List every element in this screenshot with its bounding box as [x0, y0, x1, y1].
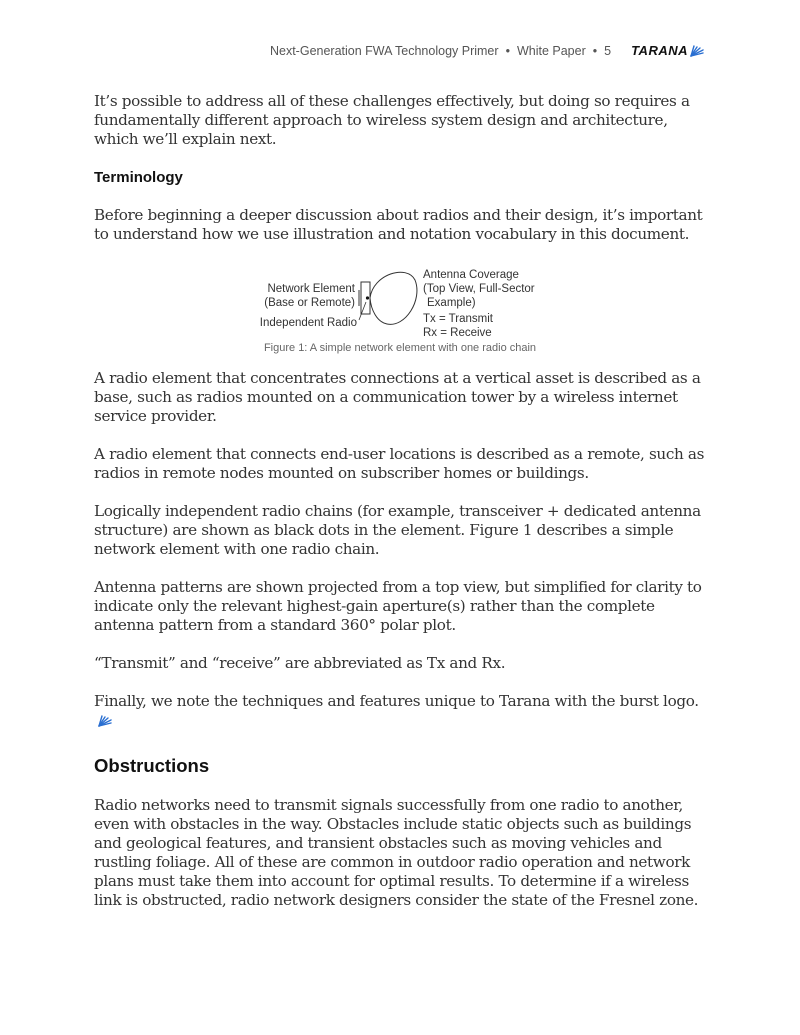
paragraph-chains: Logically independent radio chains (for example, transceiver + dedicated antenna structure) are shown as black dots in the element. Figure 1 describes a simple network element with one radio chain. [94, 502, 701, 558]
header-doc-title: Next-Generation FWA Technology Primer [269, 43, 499, 58]
page-header [270, 43, 704, 58]
paragraph-txrx: “Transmit” and “receive” are abbreviated as Tx and Rx. [94, 654, 506, 672]
header-page-number: 5 [604, 43, 612, 58]
paragraph-remote: A radio element that connects end-user locations is described as a remote, such as radios in remote nodes mounted on subscriber homes or buildings. [94, 445, 705, 482]
paragraph-antenna: Antenna patterns are shown projected from a top view, but simplified for clarity to indicate only the relevant highest-gain aperture(s) rather than the complete antenna pattern from a standard 360° polar plot. [94, 578, 702, 634]
brand-wordmark: TARANA [631, 43, 688, 58]
label-tx: Tx = Transmit [423, 313, 493, 325]
burst-logo-icon [690, 45, 704, 57]
radio-chain-dot [366, 296, 369, 299]
label-base-or-remote: (Base or Remote) [264, 297, 355, 309]
label-top-view: (Top View, Full-Sector [423, 283, 535, 295]
figure-caption: Figure 1: A simple network element with one radio chain [263, 342, 537, 354]
main-content [94, 92, 706, 929]
burst-logo-icon [98, 713, 112, 732]
antenna-coverage-lobe [370, 272, 417, 324]
paragraph-terminology-intro: Before beginning a deeper discussion about radios and their design, it’s important to understand how we use illustration and notation vocabulary in this document. [94, 206, 703, 243]
label-network-element: Network Element [267, 283, 355, 295]
header-doc-type: White Paper [516, 43, 586, 58]
label-independent-radio: Independent Radio [259, 317, 357, 329]
paragraph-obstructions: Radio networks need to transmit signals successfully from one radio to another, even with obstacles in the way. Obstacles include static objects such as buildings and geological features, and transient obstacles such as moving vehicles and rustling foliage. All of these are common in outdoor radio operation and network plans must take them into account for optimal results. To determine if a wireless link is obstructed, radio network designers consider the state of the Fresnel zone. [94, 796, 699, 909]
header-separator: • [505, 43, 510, 58]
heading-obstructions: Obstructions [94, 755, 210, 776]
network-element-diagram [255, 266, 545, 342]
paragraph-intro: It’s possible to address all of these challenges effectively, but doing so requires a fundamentally different approach to wireless system design and architecture, which we’ll explain next. [94, 92, 690, 148]
label-antenna-coverage: Antenna Coverage [423, 269, 519, 281]
burst-text: Finally, we note the techniques and features unique to Tarana with the burst logo. [94, 692, 699, 710]
label-example: Example) [427, 297, 476, 309]
paragraph-burst [94, 692, 706, 732]
figure-1 [94, 266, 706, 354]
brand-logo [631, 43, 704, 58]
header-separator: • [592, 43, 598, 58]
paragraph-base: A radio element that concentrates connections at a vertical asset is described as a base, such as radios mounted on a communication tower by a wireless internet service provider. [94, 369, 701, 425]
heading-terminology: Terminology [94, 169, 183, 186]
label-rx: Rx = Receive [423, 327, 492, 339]
